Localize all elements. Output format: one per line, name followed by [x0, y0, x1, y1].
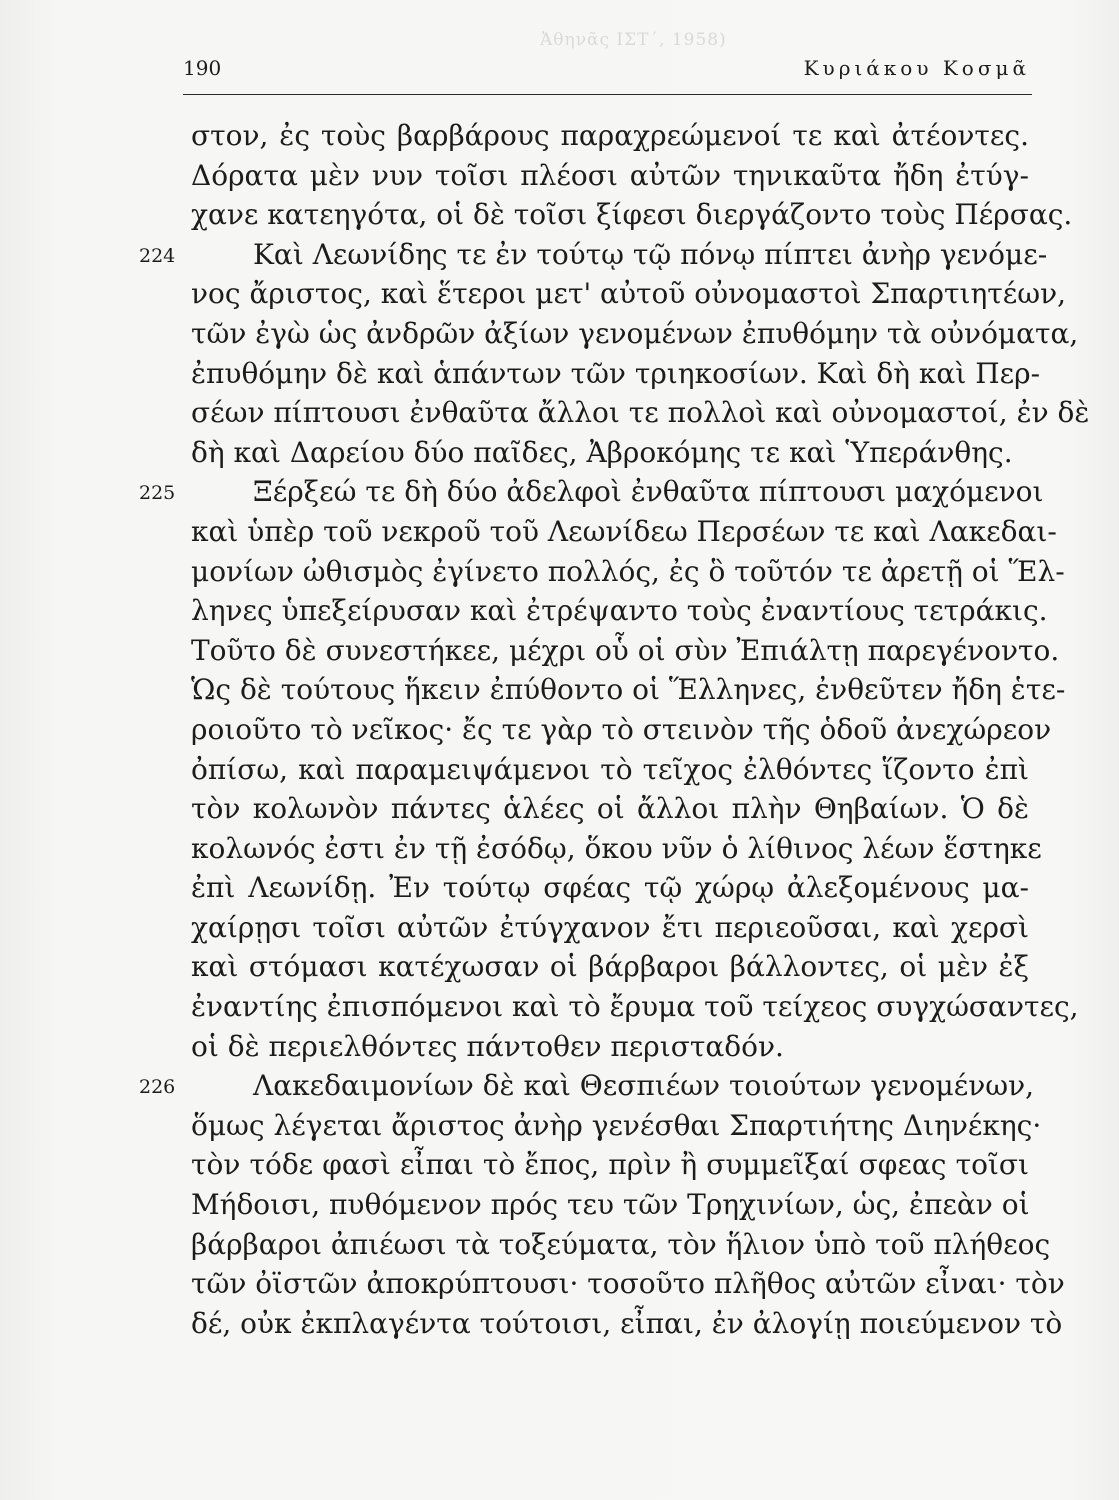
line-text: Δόρατα μὲν νυν τοῖσι πλέοσι αὐτῶν τηνικαῦτα ἤδη ἐτύγ- — [191, 158, 1029, 192]
page-header — [183, 56, 1030, 90]
text-line — [0, 947, 1119, 987]
line-text: κολωνός ἐστι ἐν τῇ ἐσόδῳ, ὅκου νῦν ὁ λίθινος λέων ἕστηκε — [191, 831, 1042, 865]
line-text: Τοῦτο δὲ συνεστήκεε, μέχρι οὗ οἱ σὺν Ἐπιάλτῃ παρεγένοντο. — [191, 633, 1060, 667]
line-text: ληνες ὑπεξείρυσαν καὶ ἐτρέψαντο τοὺς ἐναντίους τετράκις. — [191, 594, 1048, 628]
line-text: βάρβαροι ἀπιέωσι τὰ τοξεύματα, τὸν ἥλιον ὑπὸ τοῦ πλήθεος — [191, 1227, 1051, 1261]
text-line — [0, 314, 1119, 354]
line-text: ὀπίσω, καὶ παραμειψάμενοι τὸ τεῖχος ἐλθόντες ἵζοντο ἐπὶ — [191, 752, 1029, 786]
line-text: καὶ ὑπὲρ τοῦ νεκροῦ τοῦ Λεωνίδεω Περσέων τε καὶ Λακεδαι- — [191, 514, 1057, 548]
text-line — [0, 472, 1119, 512]
text-line — [0, 433, 1119, 473]
page-number: 190 — [183, 56, 222, 80]
section-number: 226 — [139, 1076, 176, 1099]
running-title: Κυριάκου Κοσμᾶ — [803, 56, 1030, 80]
line-text: Μήδοισι, πυθόμενον πρός τευ τῶν Τρηχινίων, ὡς, ἐπεὰν οἱ — [191, 1188, 1030, 1222]
line-text: χαίρῃσι τοῖσι αὐτῶν ἐτύγχανον ἔτι περιεοῦσαι, καὶ χερσὶ — [191, 910, 1029, 944]
text-line — [0, 789, 1119, 829]
text-line — [0, 1185, 1119, 1225]
line-text: χανε κατεηγότα, οἱ δὲ τοῖσι ξίφεσι διεργάζοντο τοὺς Πέρσας. — [191, 198, 1073, 232]
line-text: δέ, οὐκ ἐκπλαγέντα τούτοισι, εἶπαι, ἐν ἀλογίῃ ποιεύμενον τὸ — [191, 1306, 1063, 1340]
line-text: σέων πίπτουσι ἐνθαῦτα ἄλλοι τε πολλοὶ καὶ οὐνομαστοί, ἐν δὲ — [191, 396, 1090, 430]
text-line — [0, 195, 1119, 235]
line-text: ἐπυθόμην δὲ καὶ ἁπάντων τῶν τριηκοσίων. Καὶ δὴ καὶ Περ- — [191, 356, 1041, 390]
text-line — [0, 1027, 1119, 1067]
header-rule — [183, 94, 1032, 95]
text-line — [0, 631, 1119, 671]
line-text: καὶ στόμασι κατέχωσαν οἱ βάρβαροι βάλλοντες, οἱ μὲν ἐξ — [191, 950, 1029, 984]
line-text: τῶν ἐγὼ ὡς ἀνδρῶν ἀξίων γενομένων ἐπυθόμην τὰ οὐνόματα, — [191, 316, 1079, 350]
text-line — [0, 1066, 1119, 1106]
text-line — [0, 1145, 1119, 1185]
text-line — [0, 1264, 1119, 1304]
text-line — [0, 591, 1119, 631]
line-text: ἐπὶ Λεωνίδῃ. Ἐν τούτῳ σφέας τῷ χώρῳ ἀλεξομένους μα- — [191, 871, 1029, 905]
line-text: Λακεδαιμονίων δὲ καὶ Θεσπιέων τοιούτων γενομένων, — [253, 1069, 1035, 1103]
bleed-through-text: Ἀθηνᾶς ΙΣΤ΄, 1958) — [540, 30, 727, 50]
text-line — [0, 116, 1119, 156]
text-line — [0, 829, 1119, 869]
line-text: νος ἄριστος, καὶ ἕτεροι μετ' αὐτοῦ οὐνομαστοὶ Σπαρτιητέων, — [191, 277, 1067, 311]
text-line — [0, 908, 1119, 948]
line-text: τὸν κολωνὸν πάντες ἁλέες οἱ ἄλλοι πλὴν Θηβαίων. Ὁ δὲ — [191, 792, 1029, 826]
line-text: μονίων ὠθισμὸς ἐγίνετο πολλός, ἐς ὃ τοῦτόν τε ἀρετῇ οἱ Ἕλ- — [191, 554, 1065, 588]
text-line — [0, 750, 1119, 790]
text-line — [0, 868, 1119, 908]
text-line — [0, 393, 1119, 433]
line-text: Καὶ Λεωνίδης τε ἐν τούτῳ τῷ πόνῳ πίπτει ἀνὴρ γενόμε- — [253, 237, 1048, 271]
text-line — [0, 1225, 1119, 1265]
line-text: δὴ καὶ Δαρείου δύο παῖδες, Ἀβροκόμης τε καὶ Ὑπεράνθης. — [191, 435, 1013, 469]
line-text: στον, ἐς τοὺς βαρβάρους παραχρεώμενοί τε καὶ ἀτέοντες. — [191, 119, 1029, 152]
line-text: ὅμως λέγεται ἄριστος ἀνὴρ γενέσθαι Σπαρτιήτης Διηνέκης· — [191, 1108, 1042, 1142]
text-line — [0, 710, 1119, 750]
section-number: 225 — [139, 482, 176, 505]
text-line — [0, 670, 1119, 710]
line-text: ροιοῦτο τὸ νεῖκος· ἔς τε γὰρ τὸ στεινὸν τῆς ὁδοῦ ἀνεχώρεον — [191, 712, 1052, 746]
text-line — [0, 156, 1119, 196]
line-text: τὸν τόδε φασὶ εἶπαι τὸ ἔπος, πρὶν ἢ συμμεῖξαί σφεας τοῖσι — [191, 1148, 1029, 1182]
section-number: 224 — [139, 244, 176, 267]
text-line — [0, 987, 1119, 1027]
line-text: οἱ δὲ περιελθόντες πάντοθεν περισταδόν. — [191, 1029, 784, 1063]
line-text: τῶν ὀϊστῶν ἀποκρύπτουσι· τοσοῦτο πλῆθος αὐτῶν εἶναι· τὸν — [191, 1267, 1065, 1301]
text-line — [0, 274, 1119, 314]
text-line — [0, 512, 1119, 552]
text-line — [0, 235, 1119, 275]
line-text: Ὡς δὲ τούτους ἥκειν ἐπύθοντο οἱ Ἕλληνες, ἐνθεῦτεν ἤδη ἑτε- — [191, 673, 1066, 707]
text-line — [0, 1304, 1119, 1344]
text-line — [0, 1106, 1119, 1146]
text-line — [0, 354, 1119, 394]
line-text: Ξέρξεώ τε δὴ δύο ἀδελφοὶ ἐνθαῦτα πίπτουσι μαχόμενοι — [253, 475, 1044, 509]
greek-body-text — [0, 116, 1119, 1343]
text-line — [0, 552, 1119, 592]
line-text: ἐναντίης ἐπισπόμενοι καὶ τὸ ἔρυμα τοῦ τείχεος συγχώσαντες, — [191, 990, 1079, 1024]
